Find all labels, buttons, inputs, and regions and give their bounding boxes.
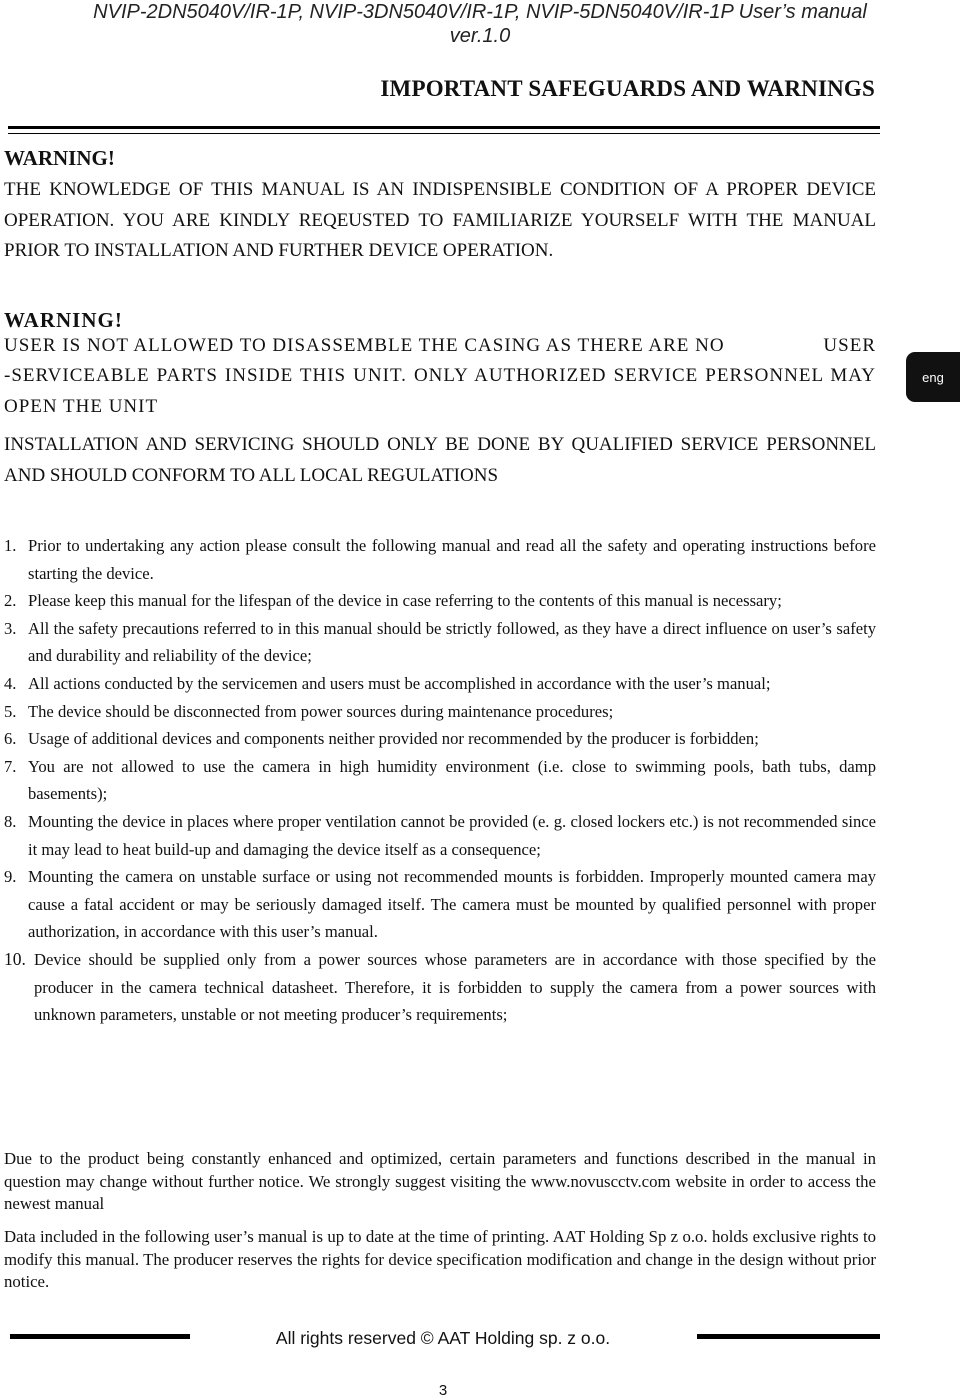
warning-line-1: [4, 331, 876, 362]
language-tab: [906, 352, 960, 402]
list-item: [4, 615, 876, 670]
warning-text: THE KNOWLEDGE OF THIS MANUAL IS AN INDISPENSIBLE CONDITION OF A PROPER DEVICE OPERATION. YOU ARE KINDLY REQEUSTED TO FAMILIARIZE YOURSELF WITH THE MANUAL PRIOR TO INSTALLATION AND FURTHER DEVICE OPERATION.: [4, 179, 876, 261]
list-item: [4, 670, 876, 698]
list-item: [4, 808, 876, 863]
language-tab-label: eng: [922, 369, 944, 385]
item-text: Device should be supplied only from a power sources whose parameters are in accordance with those specified by the producer in the camera technical datasheet. Therefore, it is forbidden to supply the camera from a power sources with unknown parameters, unstable or not meeting producer’s requirements;: [34, 949, 876, 1025]
list-item: [4, 532, 876, 587]
item-number: 7.: [4, 756, 17, 776]
item-text: Prior to undertaking any action please consult the following manual and read all the safety and operating instructions before starting the device.: [28, 536, 876, 583]
warning-heading-2: WARNING!: [4, 308, 123, 332]
item-text: Mounting the camera on unstable surface or using not recommended mounts is forbidden. Improperly mounted camera may cause a fatal accident or may be seriously damaged itself. The camera must be mounted by qualified personnel with proper authorization, in accordance with this user’s manual.: [28, 867, 876, 942]
item-number: 6.: [4, 729, 17, 749]
item-number: 8.: [4, 811, 17, 831]
item-text: All the safety precautions referred to in this manual should be strictly followed, as they have a direct influence on user’s safety and durability and reliability of the device;: [28, 618, 876, 666]
update-notice: Due to the product being constantly enhanced and optimized, certain parameters and functions described in the manual in question may change without further notice. We strongly suggest visiting the www.novuscctv.com website in order to access the newest manual: [4, 1149, 876, 1214]
title-rule-thin: [8, 133, 880, 134]
page-number: 3: [438, 1382, 448, 1399]
item-number: 2.: [4, 591, 17, 611]
item-text: Mounting the device in places where proper ventilation cannot be provided (e. g. closed lockers etc.) is not recommended since it may lead to heat build-up and damaging the device itself as a consequence;: [28, 811, 876, 859]
installation-note: INSTALLATION AND SERVICING SHOULD ONLY BE DONE BY QUALIFIED SERVICE PERSONNEL AND SHOULD CONFORM TO ALL LOCAL REGULATIONS: [4, 434, 876, 486]
list-item: [4, 698, 876, 726]
list-item: [4, 946, 876, 1029]
section-title: IMPORTANT SAFEGUARDS AND WARNINGS: [380, 76, 875, 101]
item-number: 10.: [4, 948, 26, 969]
item-text: Please keep this manual for the lifespan of the device in case referring to the contents of this manual is necessary;: [28, 591, 782, 611]
warning-heading: WARNING!: [4, 146, 115, 170]
footer-copyright: All rights reserved © AAT Holding sp. z o.o.: [275, 1328, 611, 1348]
item-text: Usage of additional devices and components neither provided nor recommended by the producer is forbidden;: [28, 729, 759, 749]
title-rule-thick: [8, 126, 880, 129]
item-number: 1.: [4, 536, 17, 555]
item-number: 3.: [4, 618, 17, 638]
item-text: You are not allowed to use the camera in high humidity environment (i.e. close to swimming pools, bath tubs, damp basements);: [28, 756, 876, 804]
item-text: All actions conducted by the servicemen and users must be accomplished in accordance with the user’s manual;: [28, 673, 771, 693]
manual-title-line: NVIP-2DN5040V/IR-1P, NVIP-3DN5040V/IR-1P, NVIP-5DN5040V/IR-1P User’s manual: [93, 1, 867, 23]
list-item: [4, 725, 876, 753]
warning-line-1-text: USER IS NOT ALLOWED TO DISASSEMBLE THE CASING AS THERE ARE NO: [4, 335, 725, 356]
warning-line-1-end: USER: [823, 335, 876, 356]
manual-version: ver.1.0: [449, 25, 511, 47]
warning-line-2: -SERVICEABLE PARTS INSIDE THIS UNIT. ONLY AUTHORIZED SERVICE PERSONNEL MAY OPEN THE UNIT: [4, 365, 876, 417]
safety-list: [4, 532, 876, 1029]
list-item: [4, 753, 876, 808]
list-item: [4, 863, 876, 946]
item-number: 5.: [4, 701, 17, 721]
item-text: The device should be disconnected from power sources during maintenance procedures;: [28, 701, 614, 721]
list-item: [4, 587, 876, 615]
item-number: 9.: [4, 867, 17, 887]
rights-notice: Data included in the following user’s manual is up to date at the time of printing. AAT Holding Sp z o.o. holds exclusive rights to modify this manual. The producer reserves the rights for device specification modification and change in the design without prior notice.: [4, 1227, 876, 1292]
item-number: 4.: [4, 673, 17, 693]
